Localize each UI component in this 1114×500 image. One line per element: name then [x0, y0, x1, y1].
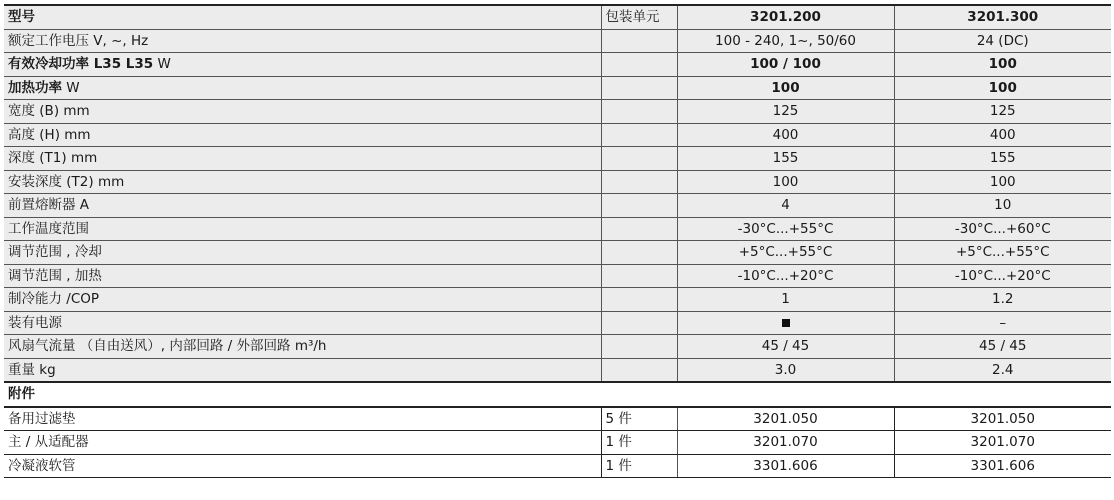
accessory-row [4, 407, 1111, 431]
spec-value-a: 4 [677, 194, 894, 218]
spec-row [4, 241, 1111, 265]
spec-label-cell [4, 241, 601, 265]
model-label: 型号 [4, 5, 601, 29]
accessories-table-body [4, 382, 1111, 478]
spec-row [4, 147, 1111, 171]
spec-label-cell [4, 358, 601, 382]
spec-unit: kg [39, 361, 56, 378]
spec-value-b: 400 [894, 123, 1111, 147]
spec-value-b: -30°C...+60°C [894, 217, 1111, 241]
spec-pack-cell [601, 76, 677, 100]
accessory-row [4, 454, 1111, 478]
spec-value-a: 125 [677, 100, 894, 124]
spec-value-a: 3.0 [677, 358, 894, 382]
spec-label: 有效冷却功率 L35 L35 [8, 56, 154, 73]
spec-pack-cell [601, 170, 677, 194]
spec-pack-cell [601, 288, 677, 312]
spec-value-b: 100 [894, 170, 1111, 194]
spec-pack-cell [601, 29, 677, 53]
spec-label-cell [4, 194, 601, 218]
spec-sheet [4, 4, 1111, 478]
spec-unit: mm [70, 150, 98, 167]
spec-label: 重量 [8, 361, 35, 378]
accessories-title: 附件 [4, 382, 1111, 407]
accessory-pack: 5 件 [601, 407, 677, 431]
spec-row [4, 264, 1111, 288]
spec-table [4, 4, 1111, 478]
spec-label-cell [4, 147, 601, 171]
spec-value-a: +5°C...+55°C [677, 241, 894, 265]
accessories-header-row [4, 382, 1111, 407]
accessory-part-a: 3301.606 [677, 454, 894, 478]
spec-unit: W [66, 79, 80, 96]
spec-pack-cell [601, 100, 677, 124]
accessory-label: 主 / 从适配器 [4, 431, 601, 455]
spec-value-a: -30°C...+55°C [677, 217, 894, 241]
spec-label: 加热功率 [8, 79, 62, 96]
accessory-part-b: 3301.606 [894, 454, 1111, 478]
spec-value-b: 10 [894, 194, 1111, 218]
spec-value-a: 100 [677, 76, 894, 100]
model-b-header: 3201.300 [894, 5, 1111, 29]
spec-row [4, 53, 1111, 77]
spec-label-cell [4, 123, 601, 147]
spec-value-b: 24 (DC) [894, 29, 1111, 53]
spec-pack-cell [601, 358, 677, 382]
spec-label: 调节范围 , 冷却 [8, 244, 102, 261]
spec-value-a: -10°C...+20°C [677, 264, 894, 288]
spec-label-cell [4, 170, 601, 194]
spec-value-a: 100 / 100 [677, 53, 894, 77]
spec-row [4, 76, 1111, 100]
spec-unit: mm [97, 173, 125, 190]
spec-pack-cell [601, 241, 677, 265]
spec-row [4, 29, 1111, 53]
spec-value-b: 2.4 [894, 358, 1111, 382]
spec-label-cell [4, 76, 601, 100]
accessory-pack: 1 件 [601, 431, 677, 455]
spec-label-cell [4, 288, 601, 312]
spec-label: 深度 (T1) [8, 150, 67, 167]
accessory-part-b: 3201.050 [894, 407, 1111, 431]
spec-label-cell [4, 29, 601, 53]
spec-unit: mm [63, 103, 90, 120]
spec-value-b: 100 [894, 76, 1111, 100]
spec-value-b: 155 [894, 147, 1111, 171]
accessory-label: 冷凝液软管 [4, 454, 601, 478]
spec-label: 高度 (H) [8, 126, 60, 143]
spec-value-a: 100 [677, 170, 894, 194]
spec-label: 风扇气流量 （自由送风）, 内部回路 / 外部回路 [8, 338, 291, 355]
model-a-header: 3201.200 [677, 5, 894, 29]
spec-row [4, 217, 1111, 241]
spec-row [4, 100, 1111, 124]
spec-pack-cell [601, 123, 677, 147]
spec-row [4, 170, 1111, 194]
spec-value-a: 45 / 45 [677, 335, 894, 359]
spec-pack-cell [601, 311, 677, 335]
spec-table-body [4, 5, 1111, 382]
spec-unit: mm [64, 126, 91, 143]
spec-value-a: 155 [677, 147, 894, 171]
spec-label: 宽度 (B) [8, 103, 60, 120]
spec-row [4, 194, 1111, 218]
spec-value-a: 1 [677, 288, 894, 312]
spec-value-b: 125 [894, 100, 1111, 124]
spec-unit: A [79, 197, 90, 214]
spec-pack-cell [601, 194, 677, 218]
spec-label: 装有电源 [8, 314, 62, 331]
spec-unit: W [157, 56, 171, 73]
accessory-part-a: 3201.050 [677, 407, 894, 431]
spec-row [4, 288, 1111, 312]
spec-label-cell [4, 217, 601, 241]
accessory-pack: 1 件 [601, 454, 677, 478]
spec-value-b: -10°C...+20°C [894, 264, 1111, 288]
spec-row [4, 335, 1111, 359]
spec-value-a: 400 [677, 123, 894, 147]
spec-row [4, 311, 1111, 335]
spec-value-a: 100 - 240, 1~, 50/60 [677, 29, 894, 53]
spec-row [4, 123, 1111, 147]
spec-label: 工作温度范围 [8, 220, 89, 237]
spec-label-cell [4, 264, 601, 288]
spec-label-cell [4, 100, 601, 124]
spec-pack-cell [601, 53, 677, 77]
header-row [4, 5, 1111, 29]
spec-value-b: +5°C...+55°C [894, 241, 1111, 265]
spec-value-b: – [894, 311, 1111, 335]
spec-pack-cell [601, 217, 677, 241]
spec-pack-cell [601, 264, 677, 288]
spec-unit: V, ~, Hz [93, 32, 149, 49]
spec-label-cell [4, 335, 601, 359]
spec-pack-cell [601, 147, 677, 171]
spec-value-b: 45 / 45 [894, 335, 1111, 359]
spec-value-b: 1.2 [894, 288, 1111, 312]
unit-header: 包装单元 [601, 5, 677, 29]
spec-unit: m³/h [294, 338, 327, 355]
spec-label: 调节范围 , 加热 [8, 267, 102, 284]
accessory-row [4, 431, 1111, 455]
spec-pack-cell [601, 335, 677, 359]
spec-label-cell [4, 53, 601, 77]
spec-value-b: 100 [894, 53, 1111, 77]
spec-label: 额定工作电压 [8, 32, 89, 49]
spec-label-cell [4, 311, 601, 335]
filled-square-icon [782, 319, 790, 327]
accessory-label: 备用过滤垫 [4, 407, 601, 431]
accessory-part-b: 3201.070 [894, 431, 1111, 455]
spec-label: 制冷能力 /COP [8, 291, 100, 308]
accessory-part-a: 3201.070 [677, 431, 894, 455]
spec-label: 安装深度 (T2) [8, 173, 94, 190]
spec-row [4, 358, 1111, 382]
spec-label: 前置熔断器 [8, 197, 76, 214]
spec-value-a [677, 311, 894, 335]
